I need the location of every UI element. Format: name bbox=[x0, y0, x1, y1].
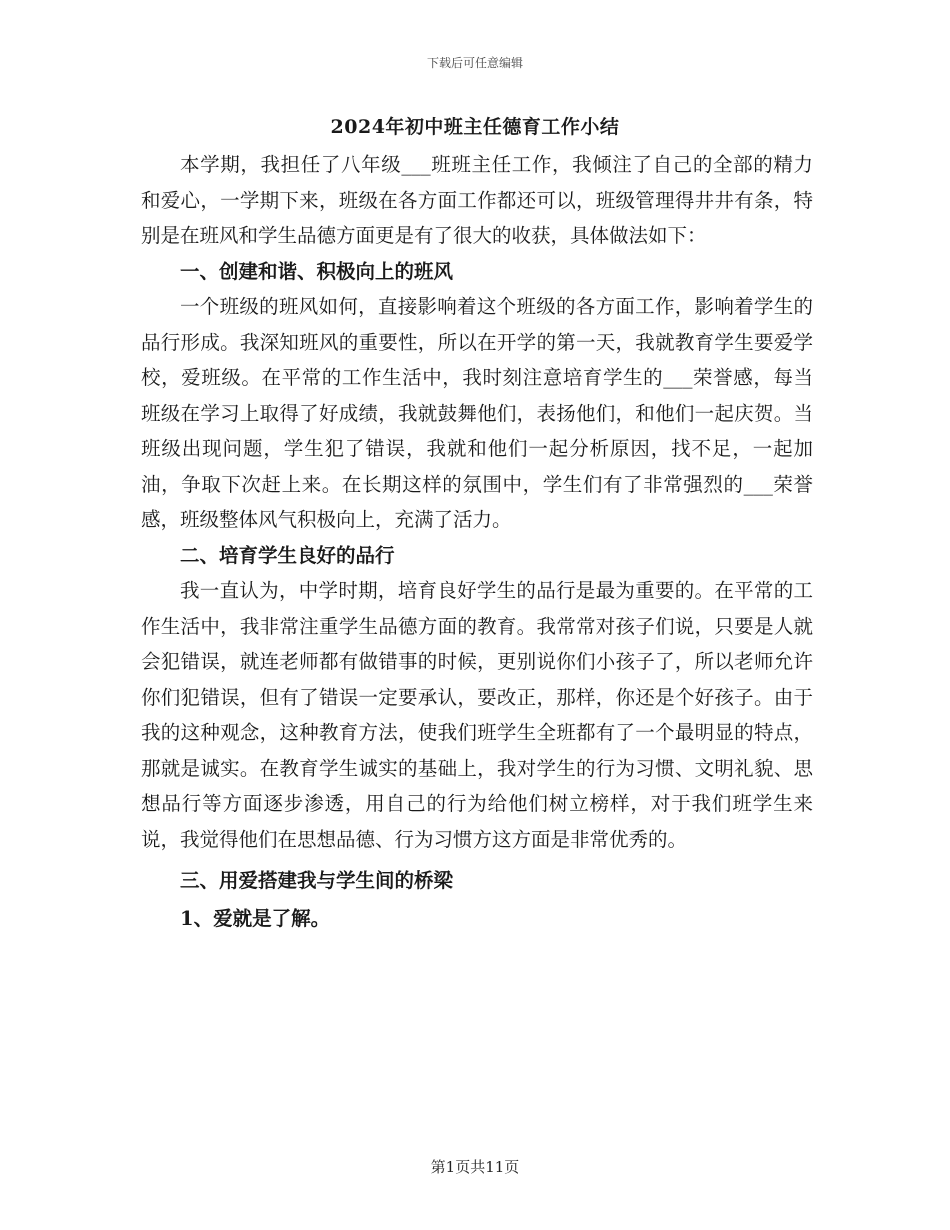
section-1-paragraph: 一个班级的班风如何，直接影响着这个班级的各方面工作，影响着学生的品行形成。我深知班风的重要性，所以在开学的第一天，我就教育学生要爱学校，爱班级。在平常的工作生活中，我时刻注意培育学生的___荣誉感，每当班级在学习上取得了好成绩，我就鼓舞他们，表扬他们，和他们一起庆贺。当班级出现问题，学生犯了错误，我就和他们一起分析原因，找不足，一起加油，争取下次赶上来。在长期这样的氛围中，学生们有了非常强烈的___荣誉感，班级整体风气积极向上，充满了活力。 bbox=[141, 295, 813, 531]
intro-paragraph: 本学期，我担任了八年级___班班主任工作，我倾注了自己的全部的精力和爱心，一学期下来，班级在各方面工作都还可以，班级管理得井井有条，特别是在班风和学生品德方面更是有了很大的收获，具体做法如下： bbox=[141, 153, 813, 247]
page-number: 第1页共11页 bbox=[430, 1158, 520, 1176]
document-body bbox=[141, 147, 813, 936]
document-title: 2024年初中班主任德育工作小结 bbox=[330, 116, 620, 138]
subsection-heading-3-1: 1、爱就是了解。 bbox=[180, 906, 331, 930]
section-heading-2: 二、培育学生良好的品行 bbox=[180, 543, 395, 567]
section-heading-1: 一、创建和谐、积极向上的班风 bbox=[180, 259, 454, 283]
section-2-paragraph: 我一直认为，中学时期，培育良好学生的品行是最为重要的。在平常的工作生活中，我非常注重学生品德方面的教育。我常常对孩子们说，只要是人就会犯错误，就连老师都有做错事的时候，更别说你们小孩子了，所以老师允许你们犯错误，但有了错误一定要承认，要改正，那样，你还是个好孩子。由于我的这种观念，这种教育方法，使我们班学生全班都有了一个最明显的特点，那就是诚实。在教育学生诚实的基础上，我对学生的行为习惯、文明礼貌、思想品行等方面逐步渗透，用自己的行为给他们树立榜样，对于我们班学生来说，我觉得他们在思想品德、行为习惯方这方面是非常优秀的。 bbox=[141, 579, 813, 851]
header-note: 下载后可任意编辑 bbox=[426, 56, 523, 70]
section-heading-3: 三、用爱搭建我与学生间的桥梁 bbox=[180, 869, 454, 892]
